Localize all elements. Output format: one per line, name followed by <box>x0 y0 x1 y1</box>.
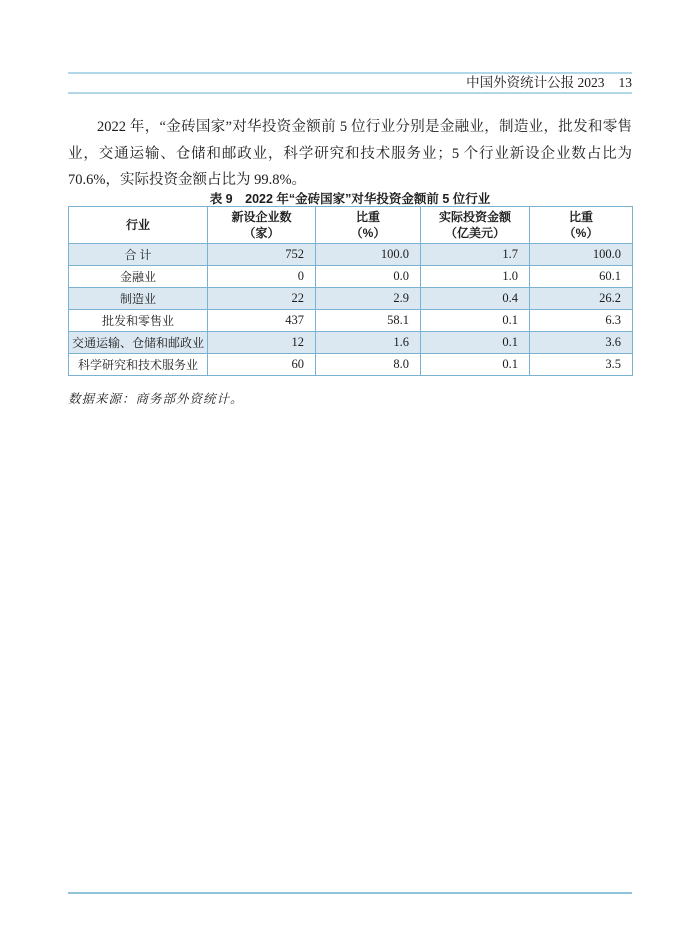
cell-investment-share: 26.2 <box>530 288 633 310</box>
cell-industry: 制造业 <box>69 288 208 310</box>
cell-enterprise-share: 58.1 <box>316 310 421 332</box>
body-paragraph: 2022 年，“金砖国家”对华投资金额前 5 位行业分别是金融业，制造业，批发和零售业，交通运输、仓储和邮政业，科学研究和技术服务业；5 个行业新设企业数占比为 70.6%，实际投资金额占比为 99.8%。 <box>68 119 632 188</box>
cell-new-enterprises: 22 <box>208 288 316 310</box>
cell-investment-share: 6.3 <box>530 310 633 332</box>
cell-industry: 合 计 <box>69 244 208 266</box>
column-header-industry: 行业 <box>69 207 208 244</box>
cell-investment-share: 100.0 <box>530 244 633 266</box>
table-row <box>69 244 633 266</box>
table-row <box>69 332 633 354</box>
cell-actual-investment: 0.4 <box>421 288 530 310</box>
column-header-actual-investment: 实际投资金额 （亿美元） <box>421 207 530 244</box>
data-source-note: 数据来源：商务部外资统计。 <box>68 392 244 406</box>
header-rule-bottom <box>68 92 632 94</box>
publication-title: 中国外资统计公报 2023 <box>466 75 605 90</box>
page-number: 13 <box>618 75 632 90</box>
cell-new-enterprises: 0 <box>208 266 316 288</box>
header-row <box>69 207 633 244</box>
column-header-new-enterprises: 新设企业数 （家） <box>208 207 316 244</box>
cell-industry: 科学研究和技术服务业 <box>69 354 208 376</box>
cell-actual-investment: 1.7 <box>421 244 530 266</box>
cell-enterprise-share: 1.6 <box>316 332 421 354</box>
cell-enterprise-share: 100.0 <box>316 244 421 266</box>
cell-actual-investment: 0.1 <box>421 332 530 354</box>
industry-statistics-table <box>68 206 633 376</box>
cell-industry: 交通运输、仓储和邮政业 <box>69 332 208 354</box>
cell-industry: 批发和零售业 <box>69 310 208 332</box>
cell-actual-investment: 1.0 <box>421 266 530 288</box>
table-body <box>69 244 633 376</box>
cell-investment-share: 60.1 <box>530 266 633 288</box>
table-header <box>69 207 633 244</box>
column-header-share-1: 比重 （%） <box>316 207 421 244</box>
header-rule-top <box>68 72 632 74</box>
table-title: 表 9 2022 年“金砖国家”对华投资金额前 5 位行业 <box>209 192 491 206</box>
cell-industry: 金融业 <box>69 266 208 288</box>
table-row <box>69 354 633 376</box>
running-header <box>466 75 632 91</box>
footer-rule <box>68 892 632 894</box>
cell-new-enterprises: 60 <box>208 354 316 376</box>
table-row <box>69 288 633 310</box>
cell-actual-investment: 0.1 <box>421 310 530 332</box>
cell-enterprise-share: 8.0 <box>316 354 421 376</box>
table-row <box>69 310 633 332</box>
cell-enterprise-share: 0.0 <box>316 266 421 288</box>
cell-investment-share: 3.5 <box>530 354 633 376</box>
column-header-share-2: 比重 （%） <box>530 207 633 244</box>
table-row <box>69 266 633 288</box>
cell-actual-investment: 0.1 <box>421 354 530 376</box>
cell-enterprise-share: 2.9 <box>316 288 421 310</box>
cell-new-enterprises: 752 <box>208 244 316 266</box>
cell-new-enterprises: 12 <box>208 332 316 354</box>
cell-new-enterprises: 437 <box>208 310 316 332</box>
cell-investment-share: 3.6 <box>530 332 633 354</box>
